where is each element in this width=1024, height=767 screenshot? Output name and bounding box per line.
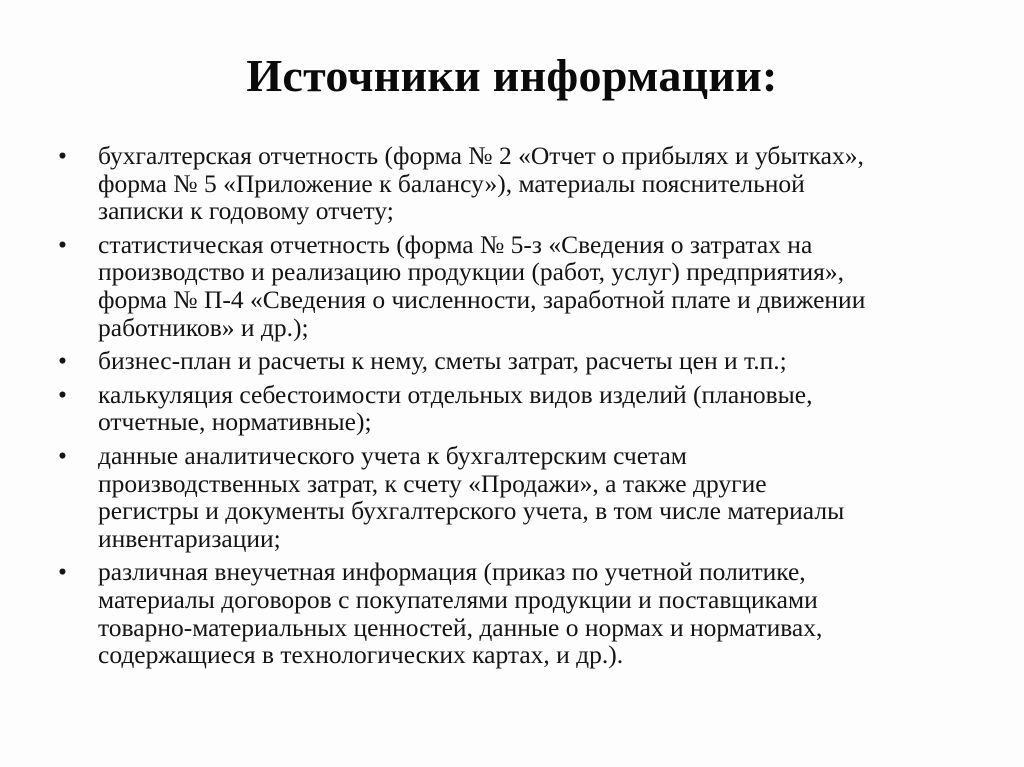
bullet-text-line: статистическая отчетность (форма № 5-з «Сведения о затратах на	[98, 229, 813, 259]
bullet-item-business-plan	[58, 347, 978, 375]
bullet-text-line: бизнес-план и расчеты к нему, сметы затрат, расчеты цен и т.п.;	[98, 346, 787, 376]
bullet-text-line: инвентаризации;	[98, 523, 281, 553]
bullet-list	[58, 142, 978, 675]
bullet-text-line: отчетные, нормативные);	[98, 407, 372, 437]
bullet-text-line: регистры и документы бухгалтерского учета, в том числе материалы	[98, 496, 845, 526]
bullet-item-cost-calculation	[58, 381, 978, 436]
bullet-text-line: бухгалтерская отчетность (форма № 2 «Отчет о прибылях и убытках»,	[98, 141, 864, 170]
bullet-item-non-accounting-info	[58, 558, 978, 668]
bullet-icon: •	[58, 440, 67, 470]
bullet-text-line: форма № П-4 «Сведения о численности, заработной плате и движении	[98, 284, 866, 314]
bullet-text-line: форма № 5 «Приложение к балансу»), материалы пояснительной	[98, 168, 805, 198]
bullet-text-line: записки к годовому отчету;	[98, 196, 394, 226]
bullet-item-statistical-reports	[58, 231, 978, 341]
bullet-icon: •	[58, 229, 67, 259]
bullet-text-line: содержащиеся в технологических картах, и др.).	[98, 640, 624, 670]
bullet-text-line: производство и реализацию продукции (работ, услуг) предприятия»,	[98, 257, 844, 287]
bullet-text-line: различная внеучетная информация (приказ по учетной политике,	[98, 557, 806, 587]
bullet-text-line: калькуляция себестоимости отдельных видов изделий (плановые,	[98, 379, 813, 409]
bullet-item-accounting-reports	[58, 142, 978, 225]
bullet-text-line: материалы договоров с покупателями продукции и поставщиками	[98, 584, 818, 614]
bullet-icon: •	[58, 379, 67, 409]
slide-title: Источники информации:	[246, 50, 778, 101]
bullet-icon: •	[58, 557, 67, 587]
bullet-icon: •	[58, 346, 67, 376]
bullet-text-line: производственных затрат, к счету «Продажи», а также другие	[98, 468, 767, 498]
bullet-text-line: товарно-материальных ценностей, данные о нормах и нормативах,	[98, 612, 823, 642]
bullet-item-analytical-accounting	[58, 442, 978, 552]
bullet-icon: •	[58, 141, 67, 170]
bullet-text-line: данные аналитического учета к бухгалтерским счетам	[98, 440, 687, 470]
bullet-text-line: работников» и др.);	[98, 312, 309, 342]
